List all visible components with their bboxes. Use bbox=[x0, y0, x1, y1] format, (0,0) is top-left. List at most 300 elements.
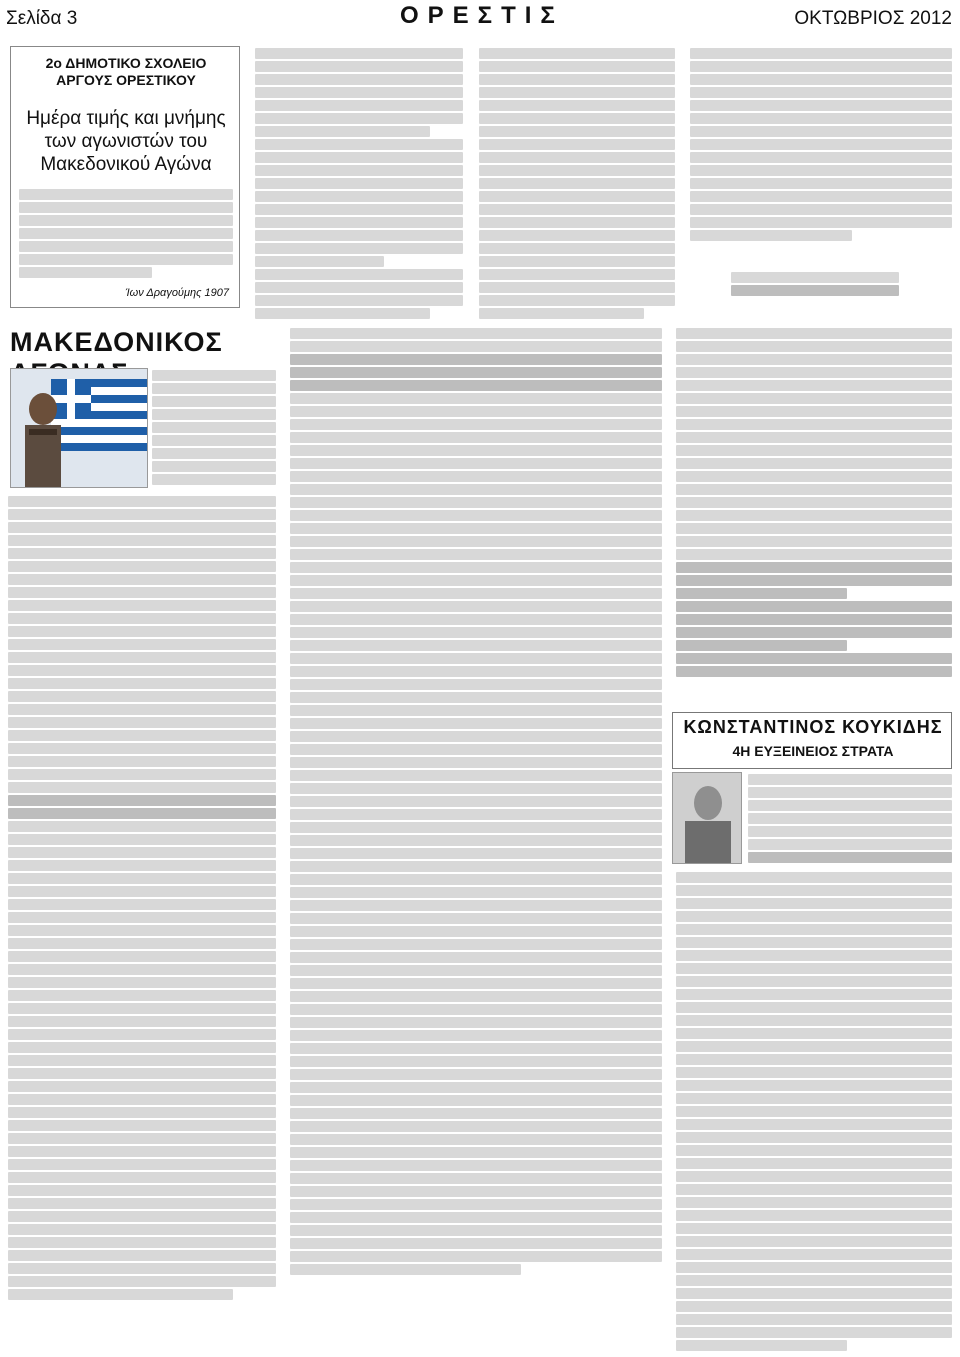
text-line bbox=[479, 204, 675, 215]
text-line bbox=[290, 588, 662, 599]
text-line bbox=[290, 861, 662, 872]
text-line bbox=[8, 1133, 276, 1144]
koukidis-col-top bbox=[748, 772, 952, 864]
text-line bbox=[8, 1003, 276, 1014]
text-line bbox=[676, 1262, 952, 1273]
text-line bbox=[676, 1119, 952, 1130]
text-line bbox=[479, 126, 675, 137]
text-line bbox=[290, 575, 662, 586]
text-line bbox=[676, 1314, 952, 1325]
text-line bbox=[19, 254, 233, 265]
text-line bbox=[676, 963, 952, 974]
text-line bbox=[8, 600, 276, 611]
text-line bbox=[255, 100, 463, 111]
text-line bbox=[748, 787, 952, 798]
koukidis-subtitle: 4Η ΕΥΞΕΙΝΕΙΟΣ ΣΤΡΑΤΑ bbox=[732, 743, 894, 759]
text-line bbox=[479, 178, 675, 189]
text-line bbox=[290, 822, 662, 833]
text-line bbox=[290, 939, 662, 950]
text-line bbox=[255, 48, 463, 59]
text-line bbox=[8, 561, 276, 572]
text-line bbox=[748, 826, 952, 837]
text-line bbox=[290, 406, 662, 417]
text-line bbox=[676, 989, 952, 1000]
text-line bbox=[255, 61, 463, 72]
text-line bbox=[676, 627, 952, 638]
text-line bbox=[19, 228, 233, 239]
text-line bbox=[479, 217, 675, 228]
text-line bbox=[479, 256, 675, 267]
text-line bbox=[676, 445, 952, 456]
text-line bbox=[290, 718, 662, 729]
text-line bbox=[8, 1094, 276, 1105]
text-line bbox=[290, 744, 662, 755]
text-line bbox=[290, 965, 662, 976]
text-line bbox=[8, 1146, 276, 1157]
text-line bbox=[255, 217, 463, 228]
text-line bbox=[152, 409, 276, 420]
text-line bbox=[8, 1198, 276, 1209]
text-line bbox=[8, 1016, 276, 1027]
text-line bbox=[8, 1042, 276, 1053]
text-line bbox=[676, 1028, 952, 1039]
main-article-col3 bbox=[676, 326, 952, 678]
text-line bbox=[290, 692, 662, 703]
school-article-col2 bbox=[479, 46, 675, 320]
text-line bbox=[290, 393, 662, 404]
text-line bbox=[290, 1017, 662, 1028]
text-line bbox=[290, 536, 662, 547]
text-line bbox=[676, 1106, 952, 1117]
text-line bbox=[676, 497, 952, 508]
text-line bbox=[152, 435, 276, 446]
text-line bbox=[152, 474, 276, 485]
text-line bbox=[290, 835, 662, 846]
text-line bbox=[676, 588, 847, 599]
text-line bbox=[255, 204, 463, 215]
text-line bbox=[676, 937, 952, 948]
text-line bbox=[676, 1236, 952, 1247]
text-line bbox=[8, 1263, 276, 1274]
text-line bbox=[290, 952, 662, 963]
text-line bbox=[8, 730, 276, 741]
text-line bbox=[748, 813, 952, 824]
text-line bbox=[676, 575, 952, 586]
text-line bbox=[676, 1080, 952, 1091]
text-line bbox=[255, 191, 463, 202]
text-line bbox=[152, 448, 276, 459]
text-line bbox=[479, 308, 644, 319]
text-line bbox=[290, 354, 662, 365]
text-line bbox=[690, 217, 952, 228]
text-line bbox=[8, 509, 276, 520]
text-line bbox=[690, 61, 952, 72]
text-line bbox=[290, 679, 662, 690]
text-line bbox=[290, 874, 662, 885]
issue-date: ΟΚΤΩΒΡΙΟΣ 2012 bbox=[794, 8, 952, 29]
text-line bbox=[676, 1249, 952, 1260]
text-line bbox=[255, 126, 430, 137]
text-line bbox=[676, 341, 952, 352]
text-line bbox=[8, 938, 276, 949]
text-line bbox=[690, 126, 952, 137]
text-line bbox=[8, 795, 276, 806]
text-line bbox=[479, 282, 675, 293]
text-line bbox=[290, 380, 662, 391]
page-label: Σελίδα 3 bbox=[6, 8, 78, 29]
text-line bbox=[290, 341, 662, 352]
text-line bbox=[8, 1289, 233, 1300]
koukidis-article bbox=[676, 870, 952, 1352]
text-line bbox=[255, 256, 384, 267]
text-line bbox=[676, 393, 952, 404]
text-line bbox=[676, 872, 952, 883]
text-line bbox=[676, 328, 952, 339]
text-line bbox=[748, 774, 952, 785]
text-line bbox=[8, 925, 276, 936]
text-line bbox=[290, 328, 662, 339]
text-line bbox=[8, 626, 276, 637]
text-line bbox=[290, 1043, 662, 1054]
text-line bbox=[8, 1159, 276, 1170]
text-line bbox=[8, 548, 276, 559]
school-article-col1 bbox=[255, 46, 463, 320]
text-line bbox=[290, 1004, 662, 1015]
text-line bbox=[690, 178, 952, 189]
text-line bbox=[290, 1173, 662, 1184]
quote-signature: Ίων Δραγούμης 1907 bbox=[125, 287, 229, 299]
text-line bbox=[290, 978, 662, 989]
text-line bbox=[290, 1108, 662, 1119]
text-line bbox=[676, 1197, 952, 1208]
text-line bbox=[676, 1288, 952, 1299]
text-line bbox=[290, 640, 662, 651]
text-line bbox=[8, 691, 276, 702]
text-line bbox=[19, 267, 152, 278]
text-line bbox=[8, 1081, 276, 1092]
text-line bbox=[8, 1237, 276, 1248]
text-line bbox=[676, 1340, 847, 1351]
koukidis-title: ΚΩΝΣΤΑΝΤΙΝΟΣ ΚΟΥΚΙΔΗΣ bbox=[683, 717, 943, 737]
text-line bbox=[8, 899, 276, 910]
text-line bbox=[676, 601, 952, 612]
text-line bbox=[676, 380, 952, 391]
text-line bbox=[676, 1210, 952, 1221]
text-line bbox=[479, 295, 675, 306]
text-line bbox=[690, 87, 952, 98]
text-line bbox=[290, 523, 662, 534]
text-line bbox=[479, 48, 675, 59]
text-line bbox=[290, 1212, 662, 1223]
text-line bbox=[676, 976, 952, 987]
text-line bbox=[8, 860, 276, 871]
text-line bbox=[748, 800, 952, 811]
article-title: ΜΑΚΕΔΟΝΙΚΟΣ bbox=[10, 327, 223, 357]
text-line bbox=[8, 665, 276, 676]
text-line bbox=[676, 471, 952, 482]
text-line bbox=[676, 484, 952, 495]
text-line bbox=[290, 809, 662, 820]
text-line bbox=[676, 1002, 952, 1013]
text-line bbox=[676, 1054, 952, 1065]
text-line bbox=[290, 1082, 662, 1093]
text-line bbox=[152, 383, 276, 394]
text-line bbox=[255, 139, 463, 150]
text-line bbox=[290, 1251, 662, 1262]
text-line bbox=[290, 1056, 662, 1067]
text-line bbox=[290, 991, 662, 1002]
text-line bbox=[8, 912, 276, 923]
text-line bbox=[290, 666, 662, 677]
text-line bbox=[690, 204, 952, 215]
text-line bbox=[8, 1211, 276, 1222]
text-line bbox=[290, 445, 662, 456]
text-line bbox=[676, 1067, 952, 1078]
text-line bbox=[676, 419, 952, 430]
text-line bbox=[8, 574, 276, 585]
text-line bbox=[8, 1224, 276, 1235]
text-line bbox=[676, 562, 952, 573]
text-line bbox=[290, 497, 662, 508]
text-line bbox=[8, 873, 276, 884]
text-line bbox=[676, 1041, 952, 1052]
text-line bbox=[255, 113, 463, 124]
text-line bbox=[8, 1107, 276, 1118]
text-line bbox=[8, 847, 276, 858]
text-line bbox=[676, 1158, 952, 1169]
text-line bbox=[8, 990, 276, 1001]
text-line bbox=[676, 1301, 952, 1312]
text-line bbox=[290, 1147, 662, 1158]
main-article-col1-top bbox=[152, 368, 276, 486]
text-line bbox=[479, 61, 675, 72]
text-line bbox=[690, 152, 952, 163]
text-line bbox=[676, 911, 952, 922]
text-line bbox=[676, 406, 952, 417]
text-line bbox=[8, 964, 276, 975]
text-line bbox=[690, 100, 952, 111]
text-line bbox=[676, 666, 952, 677]
text-line bbox=[255, 178, 463, 189]
text-line bbox=[255, 295, 463, 306]
text-line bbox=[290, 419, 662, 430]
text-line bbox=[8, 535, 276, 546]
text-line bbox=[676, 523, 952, 534]
text-line bbox=[8, 587, 276, 598]
text-line bbox=[479, 152, 675, 163]
text-line bbox=[676, 1015, 952, 1026]
text-line bbox=[290, 1095, 662, 1106]
school-box bbox=[10, 46, 240, 308]
text-line bbox=[479, 191, 675, 202]
text-line bbox=[8, 496, 276, 507]
text-line bbox=[8, 1276, 276, 1287]
school-article-col3 bbox=[690, 46, 952, 242]
text-line bbox=[8, 1172, 276, 1183]
text-line bbox=[8, 834, 276, 845]
text-line bbox=[479, 87, 675, 98]
text-line bbox=[8, 782, 276, 793]
text-line bbox=[676, 354, 952, 365]
text-line bbox=[8, 652, 276, 663]
text-line bbox=[8, 743, 276, 754]
text-line bbox=[290, 913, 662, 924]
text-line bbox=[290, 796, 662, 807]
text-line bbox=[676, 898, 952, 909]
text-line bbox=[290, 887, 662, 898]
text-line bbox=[19, 189, 233, 200]
fighter-photo bbox=[10, 368, 148, 488]
text-line bbox=[290, 549, 662, 560]
text-line bbox=[8, 821, 276, 832]
text-line bbox=[19, 202, 233, 213]
school-signoff bbox=[680, 270, 950, 297]
koukidis-headline-box bbox=[672, 712, 952, 769]
text-line bbox=[290, 1121, 662, 1132]
text-line bbox=[8, 977, 276, 988]
text-line bbox=[152, 370, 276, 381]
text-line bbox=[8, 756, 276, 767]
text-line bbox=[479, 74, 675, 85]
main-article-col2 bbox=[290, 326, 662, 1276]
text-line bbox=[676, 1145, 952, 1156]
text-line bbox=[290, 627, 662, 638]
text-line bbox=[479, 269, 675, 280]
text-line bbox=[748, 852, 952, 863]
text-line bbox=[8, 808, 276, 819]
text-line bbox=[290, 601, 662, 612]
text-line bbox=[255, 308, 430, 319]
text-line bbox=[290, 471, 662, 482]
text-line bbox=[676, 1223, 952, 1234]
text-line bbox=[690, 74, 952, 85]
text-line bbox=[676, 458, 952, 469]
text-line bbox=[290, 432, 662, 443]
text-line bbox=[8, 639, 276, 650]
text-line bbox=[290, 1030, 662, 1041]
text-line bbox=[255, 243, 463, 254]
text-line bbox=[8, 613, 276, 624]
text-line bbox=[152, 422, 276, 433]
text-line bbox=[255, 282, 463, 293]
text-line bbox=[676, 1132, 952, 1143]
text-line bbox=[290, 1160, 662, 1171]
text-line bbox=[290, 562, 662, 573]
text-line bbox=[290, 1186, 662, 1197]
text-line bbox=[8, 1055, 276, 1066]
text-line bbox=[479, 139, 675, 150]
text-line bbox=[255, 165, 463, 176]
page-header bbox=[0, 0, 960, 40]
text-line bbox=[731, 272, 898, 283]
text-line bbox=[19, 241, 233, 252]
text-line bbox=[290, 510, 662, 521]
text-line bbox=[290, 614, 662, 625]
text-line bbox=[676, 432, 952, 443]
text-line bbox=[690, 230, 852, 241]
school-title: 2ο ΔΗΜΟΤΙΚΟ ΣΧΟΛΕΙΟ ΑΡΓΟΥΣ ΟΡΕΣΤΙΚΟΥ bbox=[45, 55, 207, 88]
text-line bbox=[8, 1250, 276, 1261]
text-line bbox=[8, 1068, 276, 1079]
text-line bbox=[676, 1171, 952, 1182]
text-line bbox=[479, 165, 675, 176]
text-line bbox=[731, 285, 898, 296]
text-line bbox=[676, 549, 952, 560]
text-line bbox=[152, 396, 276, 407]
text-line bbox=[690, 191, 952, 202]
text-line bbox=[676, 510, 952, 521]
text-line bbox=[676, 1093, 952, 1104]
text-line bbox=[152, 461, 276, 472]
text-line bbox=[479, 100, 675, 111]
text-line bbox=[676, 614, 952, 625]
text-line bbox=[255, 152, 463, 163]
koukidis-photo bbox=[672, 772, 742, 864]
text-line bbox=[255, 269, 463, 280]
text-line bbox=[290, 848, 662, 859]
text-line bbox=[690, 113, 952, 124]
text-line bbox=[676, 367, 952, 378]
text-line bbox=[290, 1225, 662, 1236]
text-line bbox=[19, 215, 233, 226]
text-line bbox=[8, 522, 276, 533]
main-article-col1 bbox=[8, 494, 276, 1301]
text-line bbox=[290, 1069, 662, 1080]
text-line bbox=[290, 900, 662, 911]
text-line bbox=[290, 731, 662, 742]
text-line bbox=[8, 1185, 276, 1196]
text-line bbox=[690, 139, 952, 150]
text-line bbox=[479, 243, 675, 254]
text-line bbox=[290, 1238, 662, 1249]
text-line bbox=[676, 924, 952, 935]
text-line bbox=[8, 951, 276, 962]
text-line bbox=[8, 678, 276, 689]
text-line bbox=[290, 367, 662, 378]
text-line bbox=[255, 74, 463, 85]
text-line bbox=[8, 717, 276, 728]
text-line bbox=[290, 1134, 662, 1145]
text-line bbox=[690, 48, 952, 59]
text-line bbox=[676, 1327, 952, 1338]
school-headline: Ημέρα τιμής και μνήμης των αγωνιστών του Μακεδονικού Αγώνα bbox=[26, 108, 226, 175]
text-line bbox=[290, 484, 662, 495]
text-line bbox=[290, 926, 662, 937]
text-line bbox=[676, 950, 952, 961]
text-line bbox=[290, 705, 662, 716]
text-line bbox=[290, 458, 662, 469]
text-line bbox=[255, 230, 463, 241]
text-line bbox=[255, 87, 463, 98]
text-line bbox=[676, 536, 952, 547]
text-line bbox=[290, 783, 662, 794]
text-line bbox=[479, 113, 675, 124]
text-line bbox=[676, 640, 847, 651]
text-line bbox=[676, 1275, 952, 1286]
text-line bbox=[676, 1184, 952, 1195]
text-line bbox=[290, 1264, 521, 1275]
text-line bbox=[479, 230, 675, 241]
text-line bbox=[676, 885, 952, 896]
text-line bbox=[8, 886, 276, 897]
text-line bbox=[290, 757, 662, 768]
masthead: ΟΡΕΣΤΙΣ bbox=[400, 2, 564, 29]
text-line bbox=[290, 770, 662, 781]
text-line bbox=[8, 1120, 276, 1131]
text-line bbox=[8, 769, 276, 780]
text-line bbox=[690, 165, 952, 176]
school-quote bbox=[19, 187, 233, 279]
